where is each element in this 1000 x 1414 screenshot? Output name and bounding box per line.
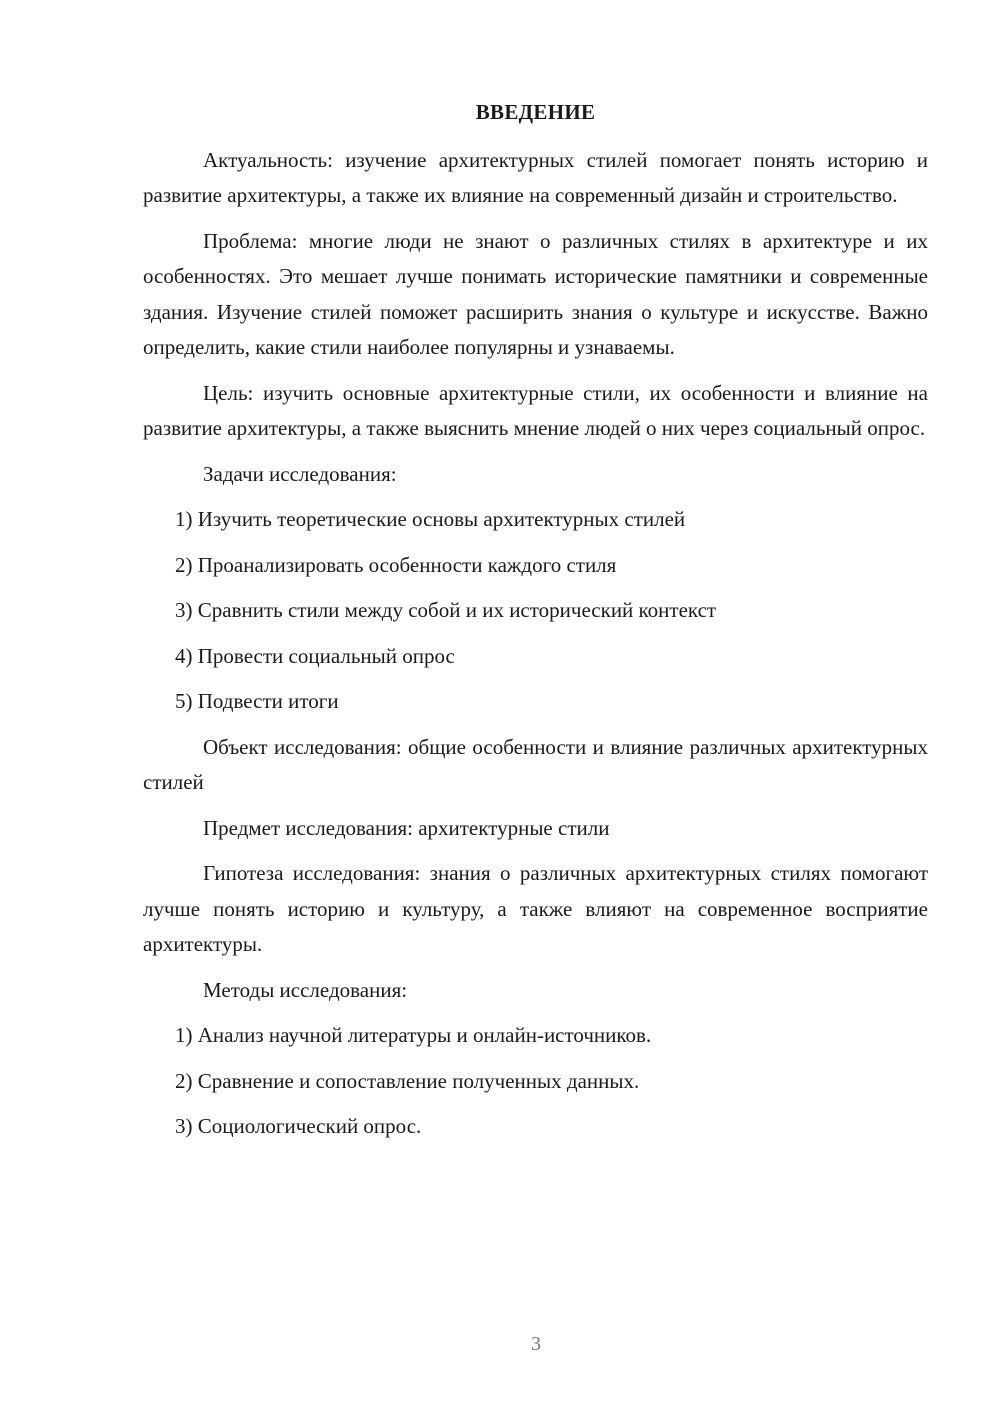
paragraph-hypothesis: Гипотеза исследования: знания о различных архитектурных стилях помогают лучше понять историю и культуру, а также влияют на современное восприятие архитектуры. xyxy=(143,861,928,956)
list-item: 4) Провести социальный опрос xyxy=(175,643,455,668)
page-title: ВВЕДЕНИЕ xyxy=(475,100,596,124)
page-content xyxy=(143,95,928,1155)
methods-list xyxy=(143,1018,928,1145)
list-item: 2) Сравнение и сопоставление полученных данных. xyxy=(175,1068,640,1093)
list-item: 5) Подвести итоги xyxy=(175,689,339,713)
list-item: 1) Изучить теоретические основы архитектурных стилей xyxy=(175,507,686,531)
paragraph-subject: Предмет исследования: архитектурные стили xyxy=(203,815,610,840)
paragraph-relevance: Актуальность: изучение архитектурных стилей помогает понять историю и развитие архитектуры, а также их влияние на современный дизайн и строительство. xyxy=(143,147,928,207)
list-item: 3) Сравнить стили между собой и их исторический контекст xyxy=(175,598,717,622)
list-item: 3) Социологический опрос. xyxy=(175,1114,422,1138)
paragraph-problem: Проблема: многие люди не знают о различных стилях в архитектуре и их особенностях. Это мешает лучше понимать исторические памятники и современные здания. Изучение стилей поможет расширить знания о культуре и искусстве. Важно определить, какие стили наиболее популярны и узнаваемы. xyxy=(143,228,928,359)
methods-label: Методы исследования: xyxy=(203,977,408,1002)
paragraph-goal: Цель: изучить основные архитектурные стили, их особенности и влияние на развитие архитектуры, а также выяснить мнение людей о них через социальный опрос. xyxy=(143,380,928,440)
paragraph-object: Объект исследования: общие особенности и влияние различных архитектурных стилей xyxy=(143,734,928,794)
list-item: 1) Анализ научной литературы и онлайн-источников. xyxy=(175,1023,652,1047)
page-number: 3 xyxy=(531,1333,541,1355)
list-item: 2) Проанализировать особенности каждого стиля xyxy=(175,552,617,577)
tasks-label: Задачи исследования: xyxy=(203,461,397,486)
tasks-list xyxy=(143,502,928,720)
